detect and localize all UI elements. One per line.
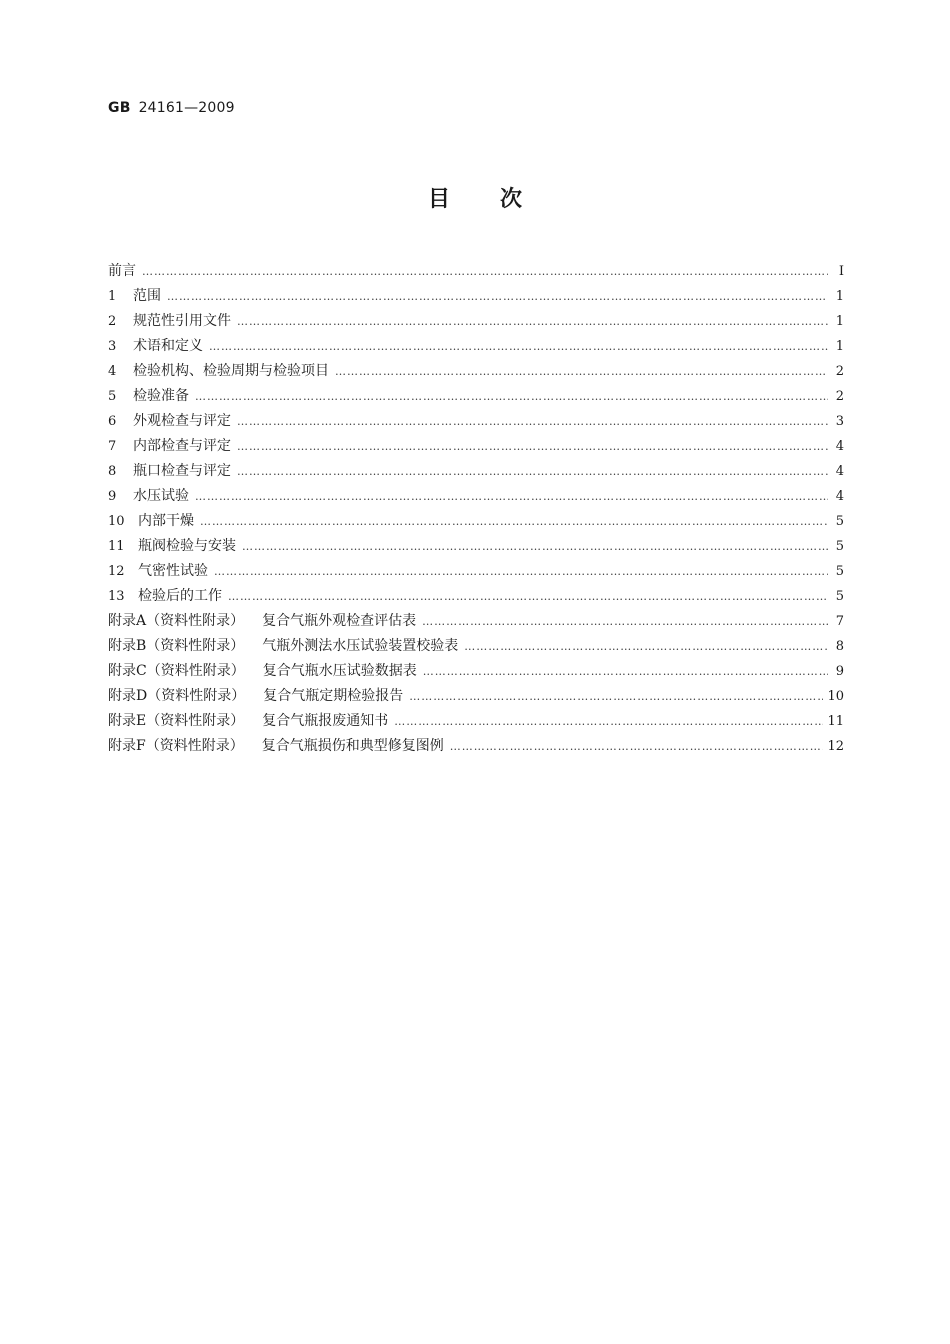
toc-entry-number: 8 [108,464,117,479]
toc-dot-leader [195,384,828,409]
toc-entry-label [108,534,236,559]
toc-appendix-heading: 附录A（资料性附录） [108,613,245,629]
toc-appendix-heading: 附录B（资料性附录） [108,638,245,654]
toc-entry[interactable] [108,484,844,509]
toc-entry-text: 范围 [133,288,161,304]
table-of-contents [108,259,844,759]
toc-entry-text: 复合气瓶损伤和典型修复图例 [261,738,444,754]
toc-entry-text: 瓶口检查与评定 [133,463,231,479]
toc-entry-text: 瓶阀检验与安装 [138,538,236,554]
toc-entry-label [108,434,231,459]
toc-dot-leader [167,284,828,309]
toc-entry[interactable] [108,609,844,634]
standard-code [108,100,235,116]
toc-entry-text: 复合气瓶外观检查评估表 [262,613,417,629]
toc-entry-text: 复合气瓶定期检验报告 [263,688,404,704]
toc-entry-label [108,309,231,334]
toc-entry-page: 4 [835,464,844,479]
toc-entry-page: 1 [835,314,844,329]
toc-entry-page: 4 [835,489,844,504]
toc-entry-text: 复合气瓶水压试验数据表 [262,663,417,679]
toc-entry-number: 11 [108,539,125,554]
toc-entry-page: 4 [835,439,844,454]
toc-entry-number: 12 [108,564,125,579]
toc-appendix-heading: 附录C（资料性附录） [108,663,245,679]
toc-entry-label [108,409,231,434]
toc-entry[interactable] [108,509,844,534]
toc-entry-text: 气瓶外测法水压试验装置校验表 [262,638,459,654]
toc-entry-page: 1 [835,339,844,354]
toc-dot-leader [237,459,828,484]
toc-entry[interactable] [108,634,844,659]
toc-entry-label [108,659,417,684]
toc-entry[interactable] [108,584,844,609]
toc-entry-label [108,359,329,384]
toc-entry-page: 7 [835,614,844,629]
toc-dot-leader [242,534,828,559]
toc-entry-label [108,509,194,534]
toc-entry-number: 4 [108,364,117,379]
toc-dot-leader [423,659,828,684]
page-title: 目次 [427,187,572,212]
toc-entry-number: 5 [108,389,117,404]
toc-dot-leader [228,584,828,609]
toc-entry-text: 前言 [108,263,136,279]
toc-entry-page: 3 [835,414,844,429]
toc-appendix-heading: 附录E（资料性附录） [108,713,245,729]
toc-dot-leader [237,434,828,459]
toc-entry-number: 2 [108,314,117,329]
toc-entry-number: 3 [108,339,117,354]
toc-entry[interactable] [108,559,844,584]
toc-entry-number: 9 [108,489,117,504]
toc-dot-leader [237,409,828,434]
toc-dot-leader [464,634,828,659]
toc-entry-number: 7 [108,439,117,454]
toc-entry[interactable] [108,434,844,459]
toc-dot-leader [195,484,828,509]
toc-entry-label [108,484,189,509]
toc-appendix-heading: 附录D（资料性附录） [108,688,246,704]
toc-entry-label [108,459,231,484]
toc-dot-leader [335,359,828,384]
toc-entry[interactable] [108,659,844,684]
toc-entry-number: 1 [108,289,117,304]
toc-entry-label [108,734,444,759]
toc-entry[interactable] [108,534,844,559]
toc-dot-leader [394,709,823,734]
toc-entry-page: 12 [827,739,844,754]
toc-dot-leader [214,559,828,584]
toc-entry-page: 2 [835,389,844,404]
toc-entry[interactable] [108,309,844,334]
toc-entry-label [108,634,458,659]
toc-entry-text: 检验准备 [133,388,189,404]
toc-entry-text: 规范性引用文件 [133,313,231,329]
toc-entry-page: 11 [827,714,844,729]
toc-entry-label [108,709,388,734]
toc-entry[interactable] [108,384,844,409]
toc-entry[interactable] [108,359,844,384]
toc-dot-leader [200,509,828,534]
toc-entry-text: 检验机构、检验周期与检验项目 [133,363,329,379]
toc-entry[interactable] [108,459,844,484]
toc-appendix-heading: 附录F（资料性附录） [108,738,244,754]
toc-dot-leader [237,309,828,334]
toc-entry-text: 外观检查与评定 [133,413,231,429]
toc-entry-page: 5 [835,539,844,554]
toc-entry-text: 术语和定义 [133,338,203,354]
toc-entry-page: 5 [835,514,844,529]
toc-entry-text: 水压试验 [133,488,189,504]
toc-entry-label [108,259,136,284]
toc-entry-page: 1 [835,289,844,304]
toc-entry-page: 8 [835,639,844,654]
toc-entry[interactable] [108,734,844,759]
toc-entry-text: 内部干燥 [138,513,194,529]
toc-entry-label [108,284,161,309]
toc-entry-label [108,609,416,634]
toc-entry[interactable] [108,709,844,734]
toc-entry-number: 10 [108,514,125,529]
toc-entry-page: 10 [827,689,844,704]
toc-entry-page: 2 [835,364,844,379]
toc-entry-page: Ⅰ [838,264,844,279]
standard-prefix: GB [108,100,131,116]
toc-entry-text: 复合气瓶报废通知书 [262,713,389,729]
toc-entry-label [108,684,403,709]
toc-entry-text: 检验后的工作 [138,588,222,604]
toc-entry-label [108,559,208,584]
toc-entry-page: 5 [835,589,844,604]
toc-entry[interactable] [108,684,844,709]
toc-entry-number: 6 [108,414,117,429]
toc-entry[interactable] [108,409,844,434]
toc-entry-label [108,584,222,609]
toc-dot-leader [422,609,828,634]
toc-entry-label [108,384,189,409]
toc-entry-label [108,334,203,359]
toc-entry-page: 5 [835,564,844,579]
toc-entry[interactable] [108,334,844,359]
toc-dot-leader [409,684,823,709]
toc-dot-leader [450,734,824,759]
toc-entry-number: 13 [108,589,125,604]
toc-entry[interactable] [108,259,844,284]
toc-entry-text: 气密性试验 [138,563,208,579]
toc-dot-leader [142,259,828,284]
toc-entry-text: 内部检查与评定 [133,438,231,454]
toc-entry-page: 9 [835,664,844,679]
standard-number: 24161—2009 [138,100,235,116]
toc-entry[interactable] [108,284,844,309]
toc-dot-leader [209,334,828,359]
